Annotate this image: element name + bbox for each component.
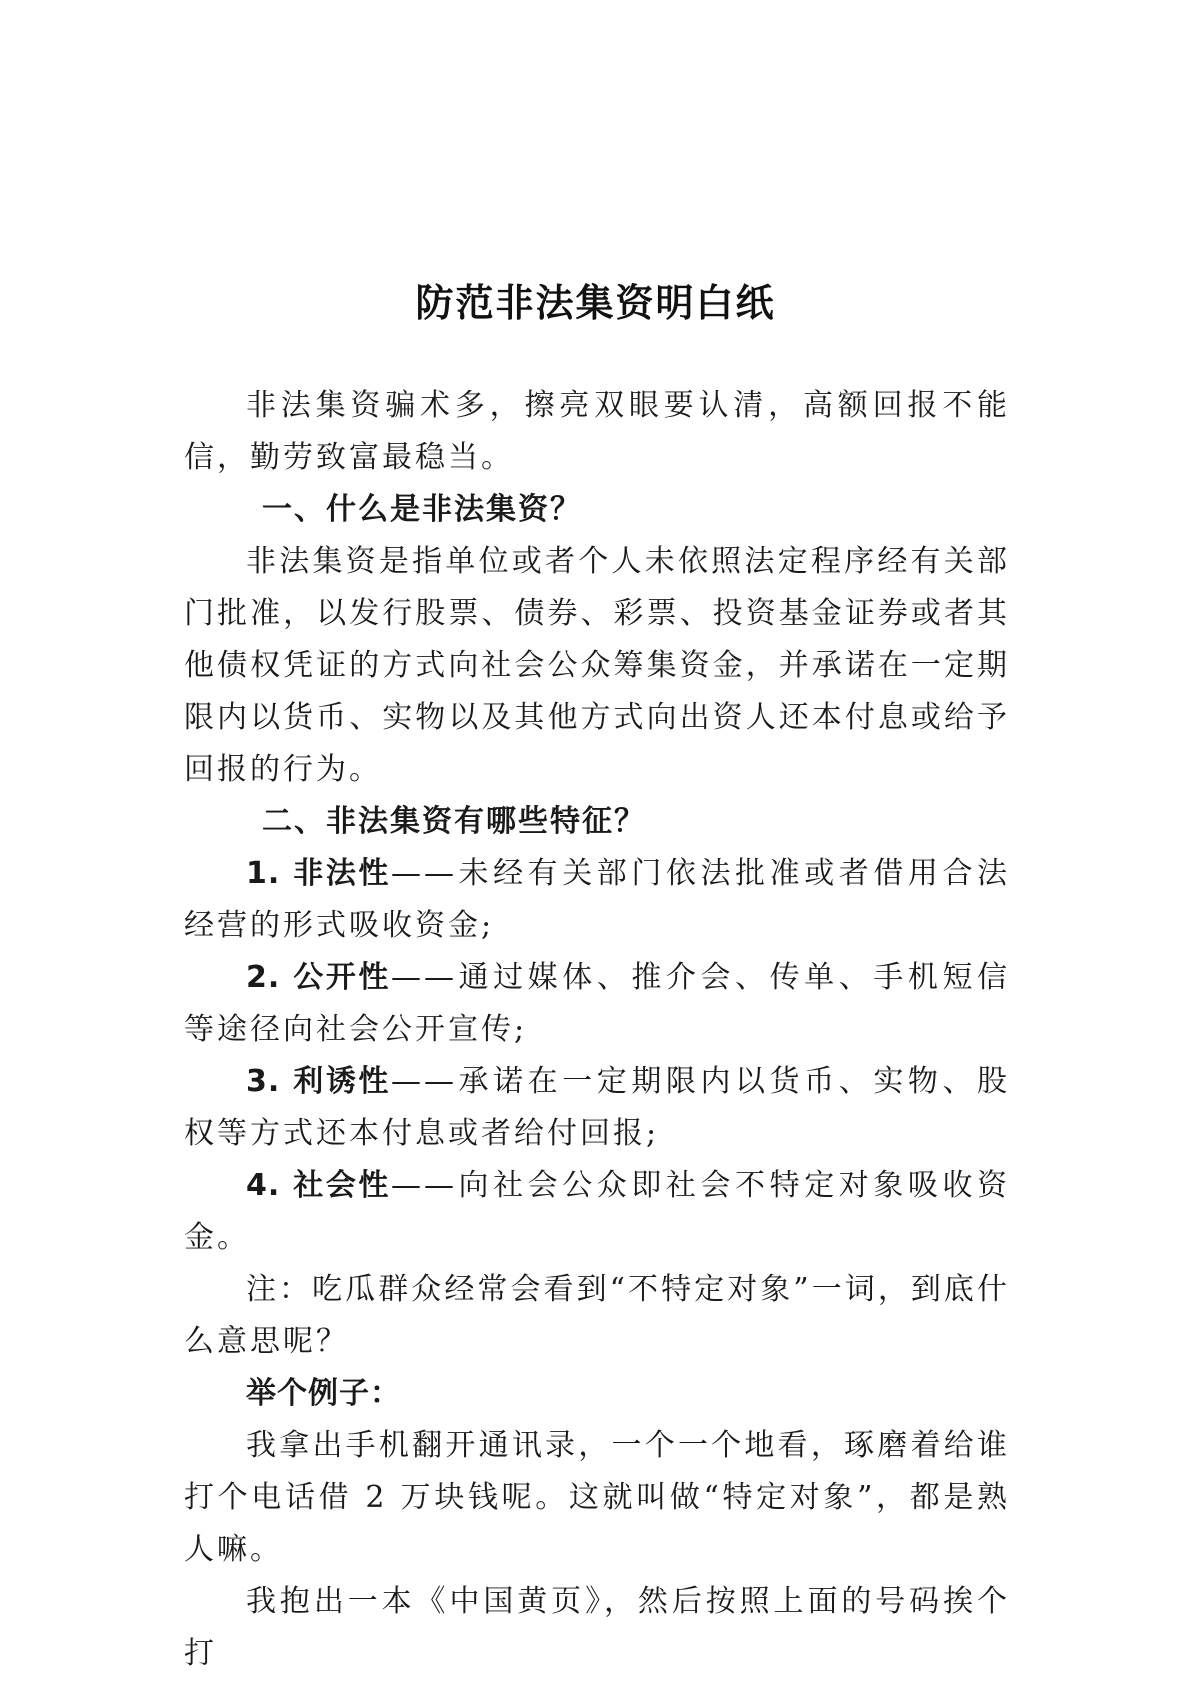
feature-text: ——通过媒体、推介会、传单、手机短信等途径向社会公开宣传;	[184, 960, 1011, 1047]
section-heading-definition: 一、什么是非法集资？	[262, 492, 582, 527]
document-title: 防范非法集资明白纸	[415, 280, 776, 325]
feature-label: 4. 社会性	[246, 1168, 391, 1203]
feature-label: 1. 非法性	[246, 856, 391, 891]
feature-text: ——向社会公众即社会不特定对象吸收资金。	[184, 1168, 1011, 1255]
example-paragraph-1: 我拿出手机翻开通讯录，一个一个地看，琢磨着给谁打个电话借 2 万块钱呢。这就叫做“特定对象”，都是熟人嘛。	[184, 1428, 1010, 1567]
section-heading-features: 二、非法集资有哪些特征？	[262, 804, 646, 839]
example-paragraph-2: 我抱出一本《中国黄页》，然后按照上面的号码挨个打	[184, 1584, 1010, 1671]
feature-text: ——承诺在一定期限内以货币、实物、股权等方式还本付息或者给付回报;	[184, 1064, 1011, 1151]
feature-label: 2. 公开性	[246, 960, 391, 995]
feature-label: 3. 利诱性	[246, 1064, 391, 1099]
feature-item	[184, 952, 1010, 1056]
example-heading: 举个例子：	[246, 1376, 401, 1411]
definition-paragraph: 非法集资是指单位或者个人未依照法定程序经有关部门批准，以发行股票、债券、彩票、投资基金证券或者其他债权凭证的方式向社会公众筹集资金，并承诺在一定期限内以货币、实物以及其他方式向出资人还本付息或给予回报的行为。	[184, 544, 1010, 787]
feature-item	[184, 1056, 1010, 1160]
feature-text: ——未经有关部门依法批准或者借用合法经营的形式吸收资金;	[184, 856, 1011, 943]
intro-paragraph: 非法集资骗术多，擦亮双眼要认清，高额回报不能信，勤劳致富最稳当。	[184, 388, 1010, 475]
feature-item	[184, 848, 1010, 952]
feature-item	[184, 1160, 1010, 1264]
note-paragraph: 注：吃瓜群众经常会看到“不特定对象”一词，到底什么意思呢？	[184, 1272, 1010, 1359]
document-body	[184, 380, 1010, 1680]
